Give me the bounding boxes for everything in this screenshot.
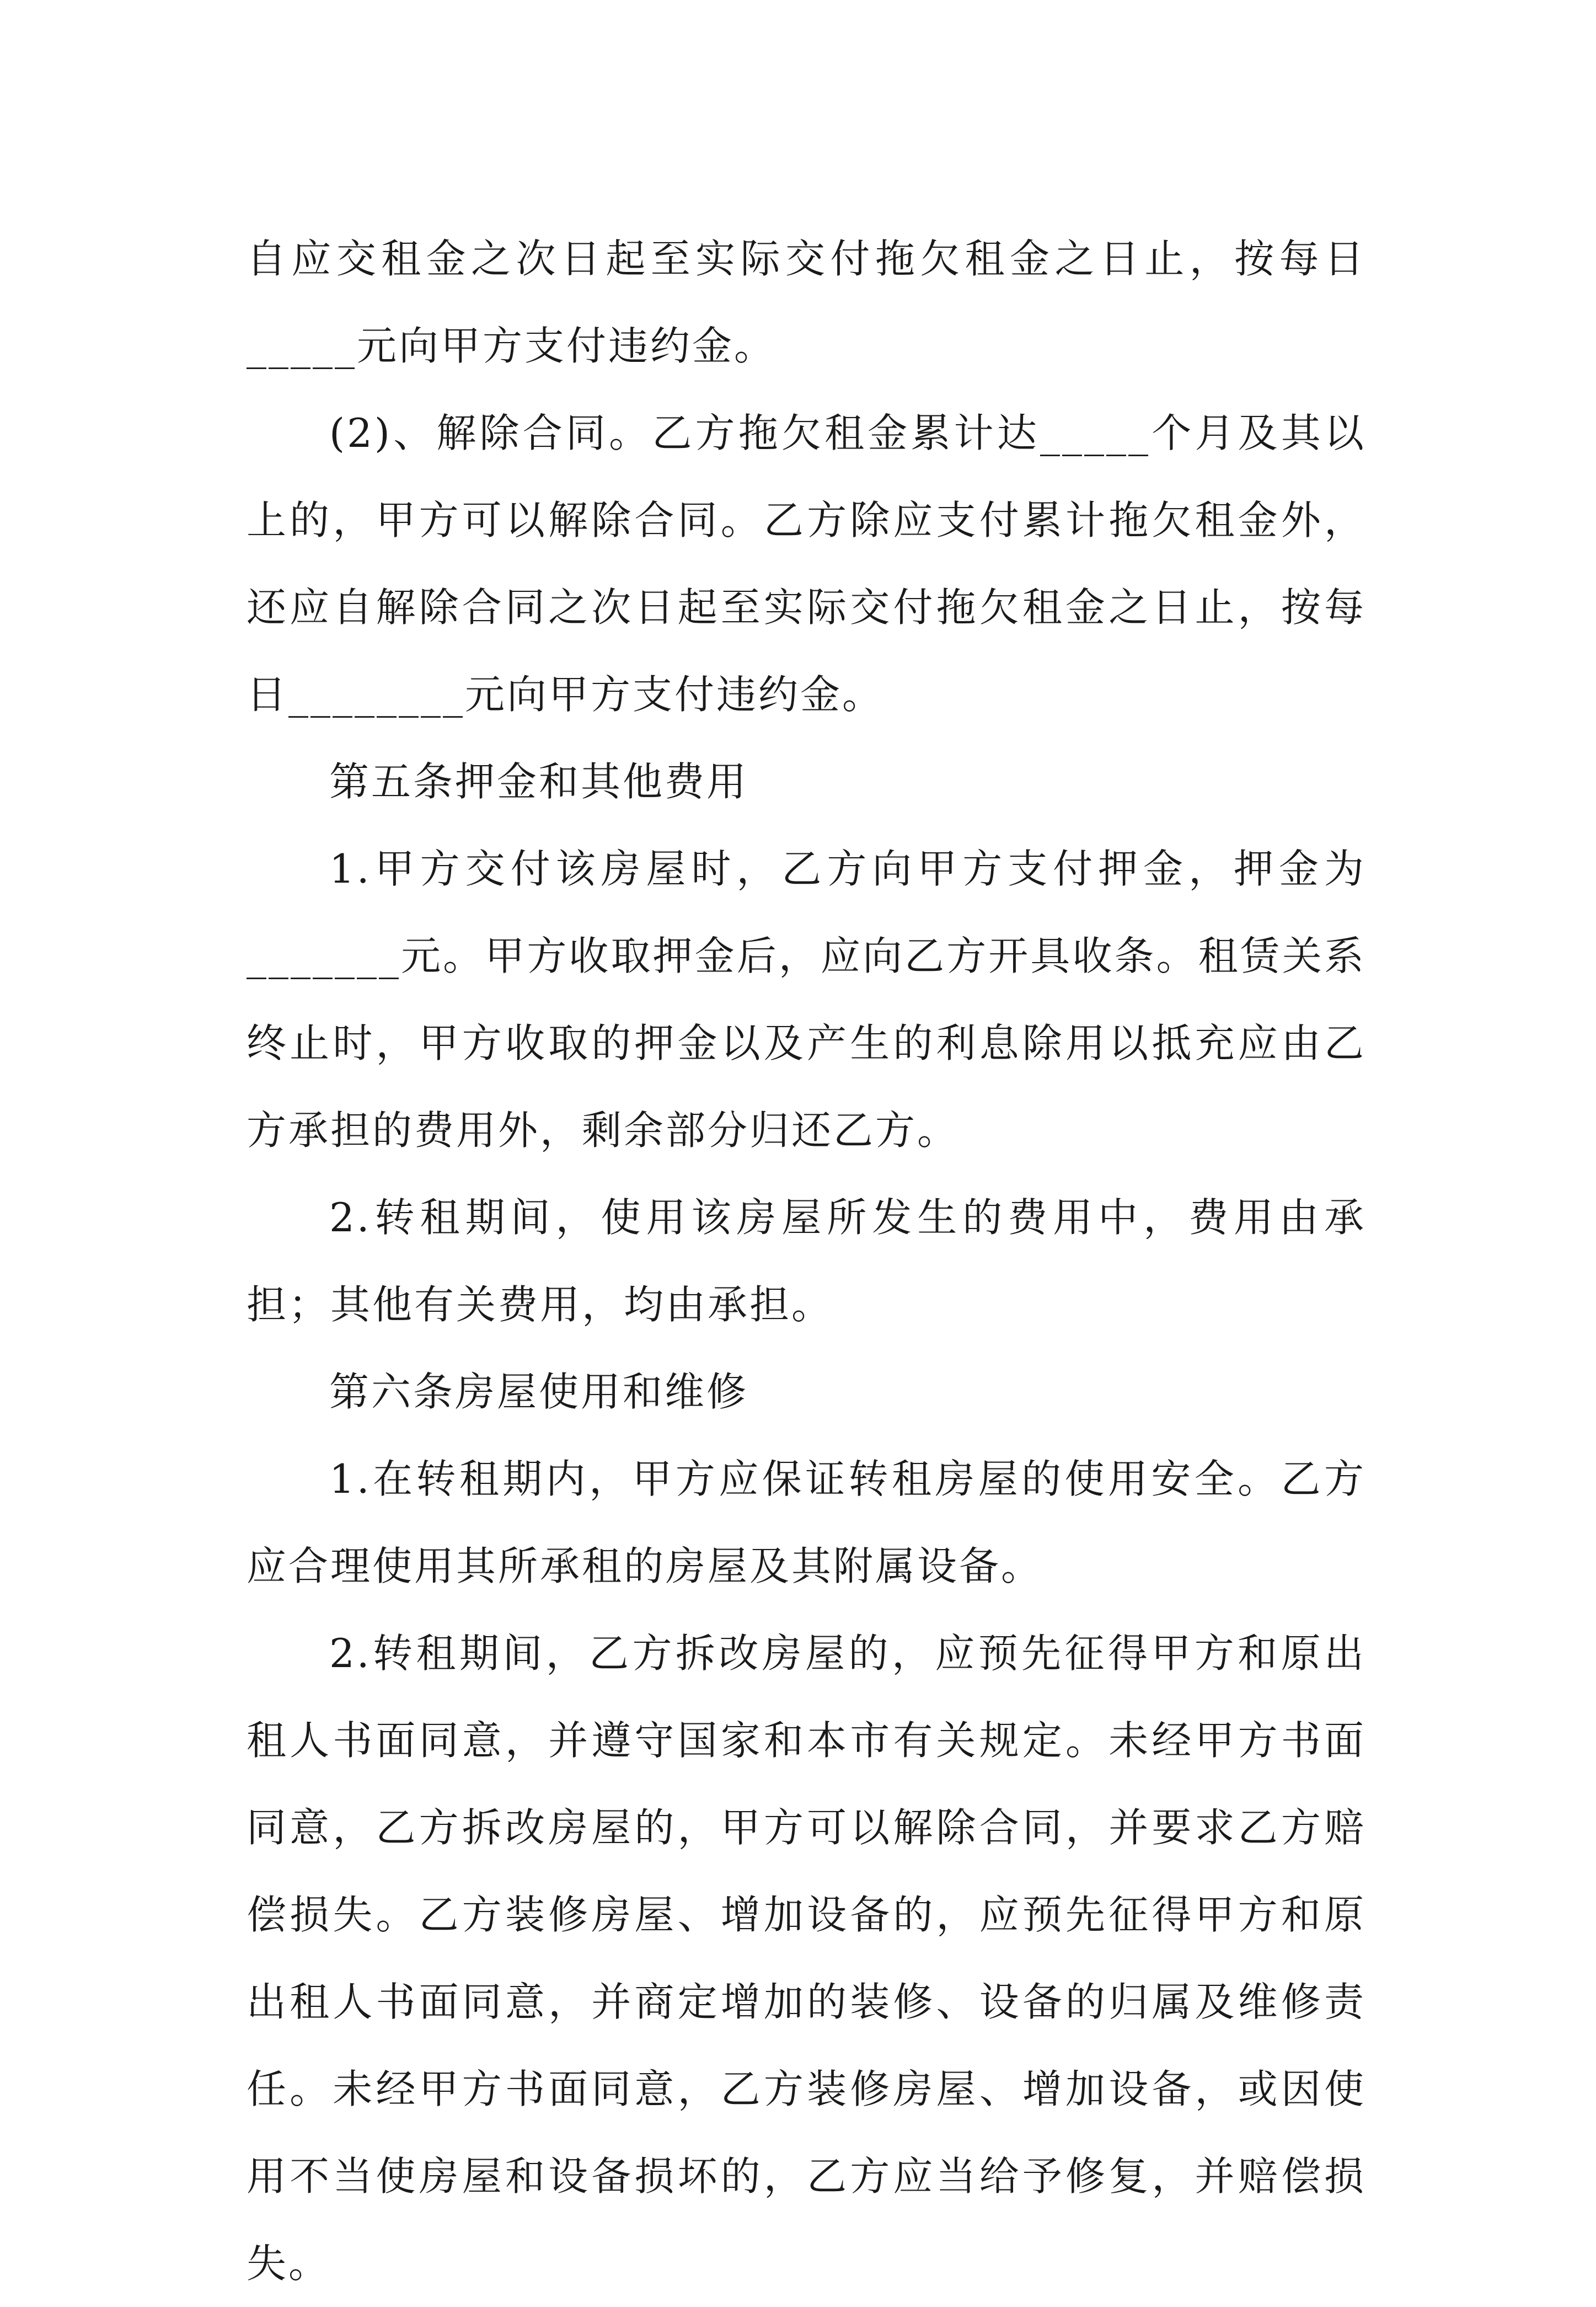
paragraph-penalty-continued: 自应交租金之次日起至实际交付拖欠租金之日止，按每日_____元向甲方支付违约金。: [247, 236, 1366, 369]
paragraph-termination-clause: (2)、解除合同。乙方拖欠租金累计达_____个月及其以上的，甲方可以解除合同。乙方除应支付累计拖欠租金外，还应自解除合同之次日起至实际交付拖欠租金之日止，按每日________元向甲方支付违约金。: [247, 410, 1366, 718]
heading-article-6: 第六条房屋使用和维修: [329, 1369, 749, 1415]
paragraph-deposit: 1.甲方交付该房屋时，乙方向甲方支付押金，押金为_______元。甲方收取押金后，应向乙方开具收条。租赁关系终止时，甲方收取的押金以及产生的利息除用以抵充应由乙方承担的费用外，剩余部分归还乙方。: [247, 846, 1366, 1154]
paragraph-fees: 2.转租期间，使用该房屋所发生的费用中，费用由承担；其他有关费用，均由承担。: [247, 1194, 1366, 1328]
paragraph-safe-use: 1.在转租期内，甲方应保证转租房屋的使用安全。乙方应合理使用其所承租的房屋及其附属设备。: [247, 1456, 1366, 1589]
heading-article-5: 第五条押金和其他费用: [329, 759, 749, 805]
document-body: [247, 215, 1366, 2307]
paragraph-alterations: 2.转租期间，乙方拆改房屋的，应预先征得甲方和原出租人书面同意，并遵守国家和本市有关规定。未经甲方书面同意，乙方拆改房屋的，甲方可以解除合同，并要求乙方赔偿损失。乙方装修房屋、增加设备的，应预先征得甲方和原出租人书面同意，并商定增加的装修、设备的归属及维修责任。未经甲方书面同意，乙方装修房屋、增加设备，或因使用不当使房屋和设备损坏的，乙方应当给予修复，并赔偿损失。: [247, 1630, 1366, 2287]
